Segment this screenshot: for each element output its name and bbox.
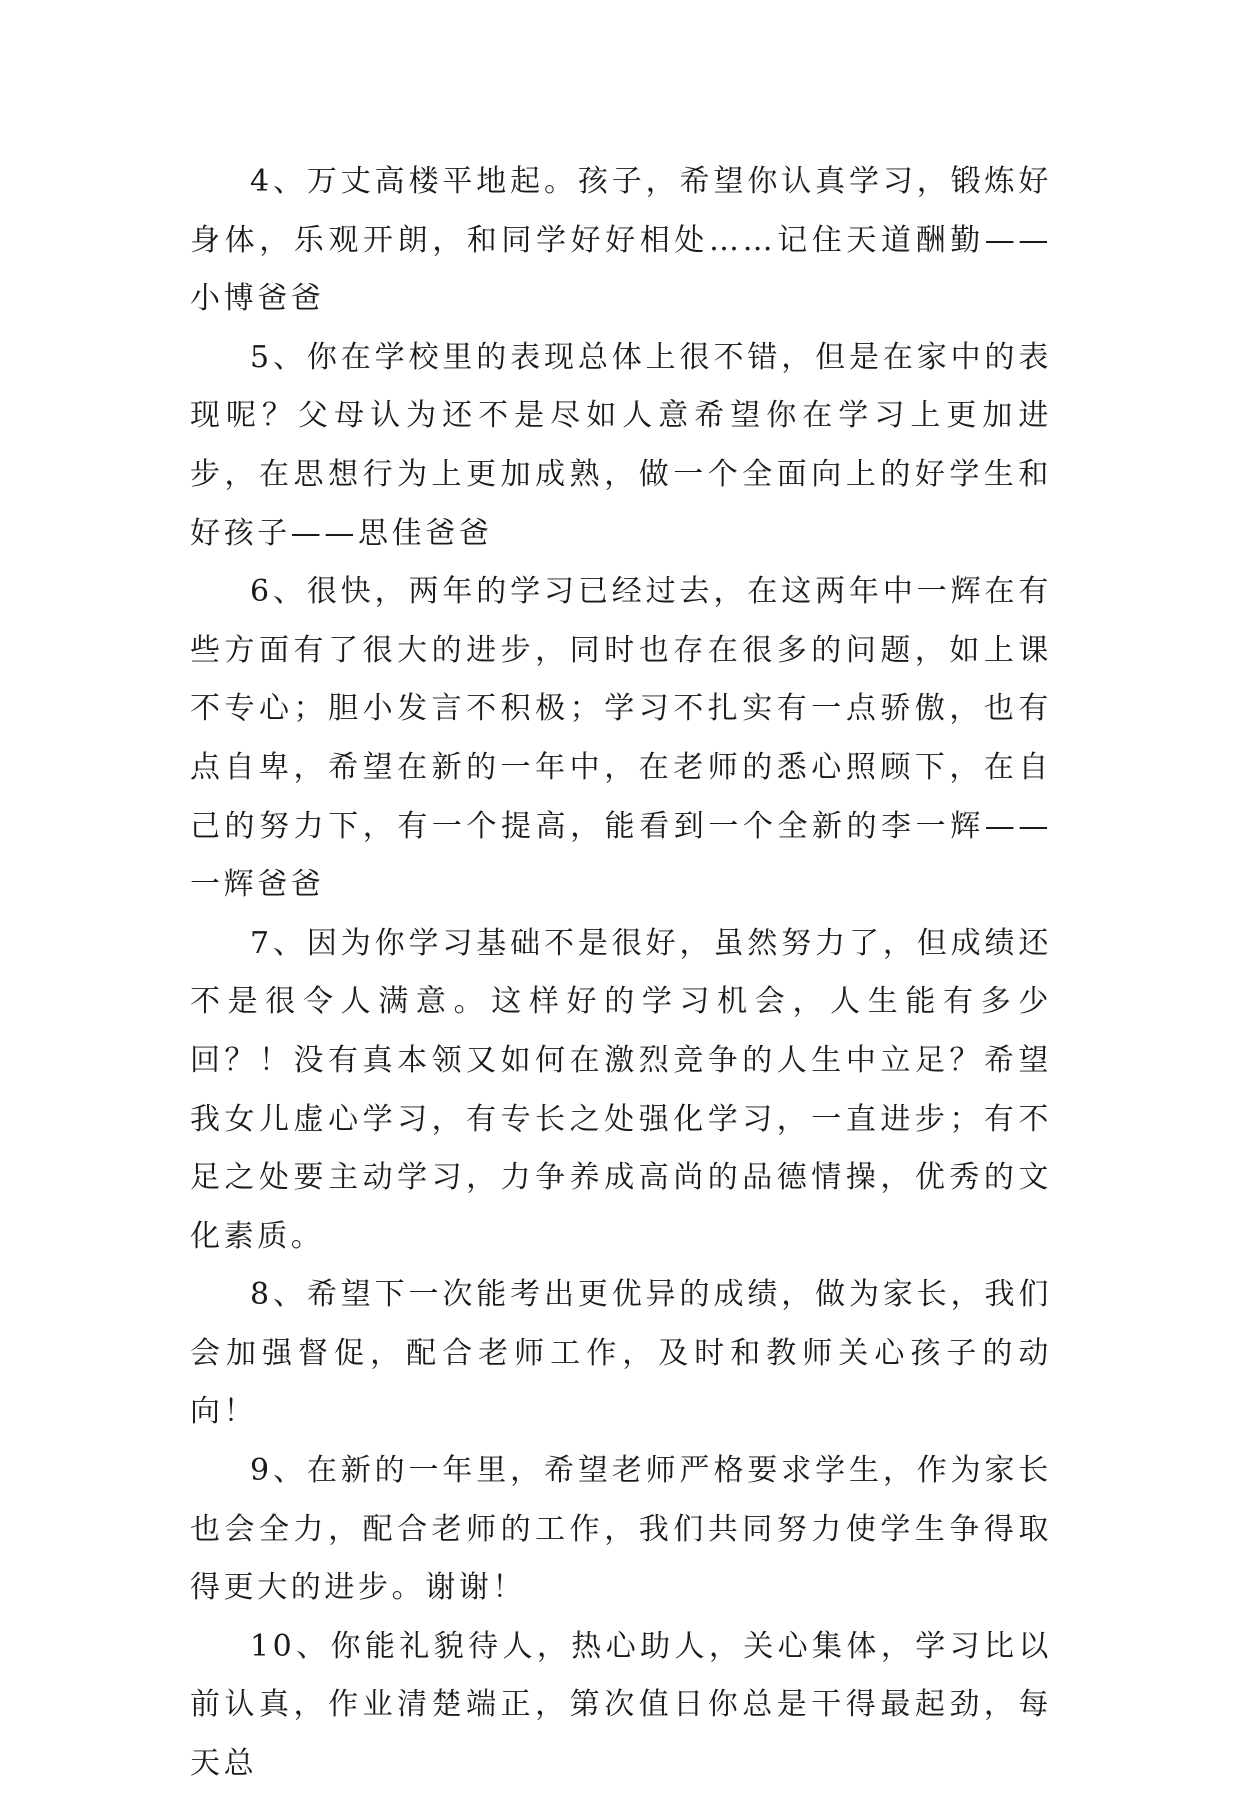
paragraph-10: 10、你能礼貌待人，热心助人，关心集体，学习比以前认真，作业清楚端正，第次值日你总是干得最起劲，每天总 [190, 1628, 1052, 1782]
paragraph-8: 8、希望下一次能考出更优异的成绩，做为家长，我们会加强督促，配合老师工作，及时和教师关心孩子的动向！ [190, 1277, 1052, 1430]
paragraph-9: 9、在新的一年里，希望老师严格要求学生，作为家长也会全力，配合老师的工作，我们共同努力使学生争得取得更大的进步。谢谢！ [190, 1453, 1052, 1606]
paragraph-7: 7、因为你学习基础不是很好，虽然努力了，但成绩还不是很令人满意。这样好的学习机会，人生能有多少回？！没有真本领又如何在激烈竞争的人生中立足？希望我女儿虚心学习，有专长之处强化学习，一直进步；有不足之处要主动学习，力争养成高尚的品德情操，优秀的文化素质。 [190, 925, 1052, 1254]
paragraph-4: 4、万丈高楼平地起。孩子，希望你认真学习，锻炼好身体，乐观开朗，和同学好好相处……记住天道酬勤——小博爸爸 [190, 164, 1052, 317]
paragraph-6: 6、很快，两年的学习已经过去，在这两年中一辉在有些方面有了很大的进步，同时也存在很多的问题，如上课不专心；胆小发言不积极；学习不扎实有一点骄傲，也有点自卑，希望在新的一年中，在老师的悉心照顾下，在自己的努力下，有一个提高，能看到一个全新的李一辉——一辉爸爸 [190, 574, 1052, 903]
document-body [190, 153, 1052, 1794]
paragraph-5: 5、你在学校里的表现总体上很不错，但是在家中的表现呢？父母认为还不是尽如人意希望你在学习上更加进步，在思想行为上更加成熟，做一个全面向上的好学生和好孩子——思佳爸爸 [190, 339, 1052, 551]
